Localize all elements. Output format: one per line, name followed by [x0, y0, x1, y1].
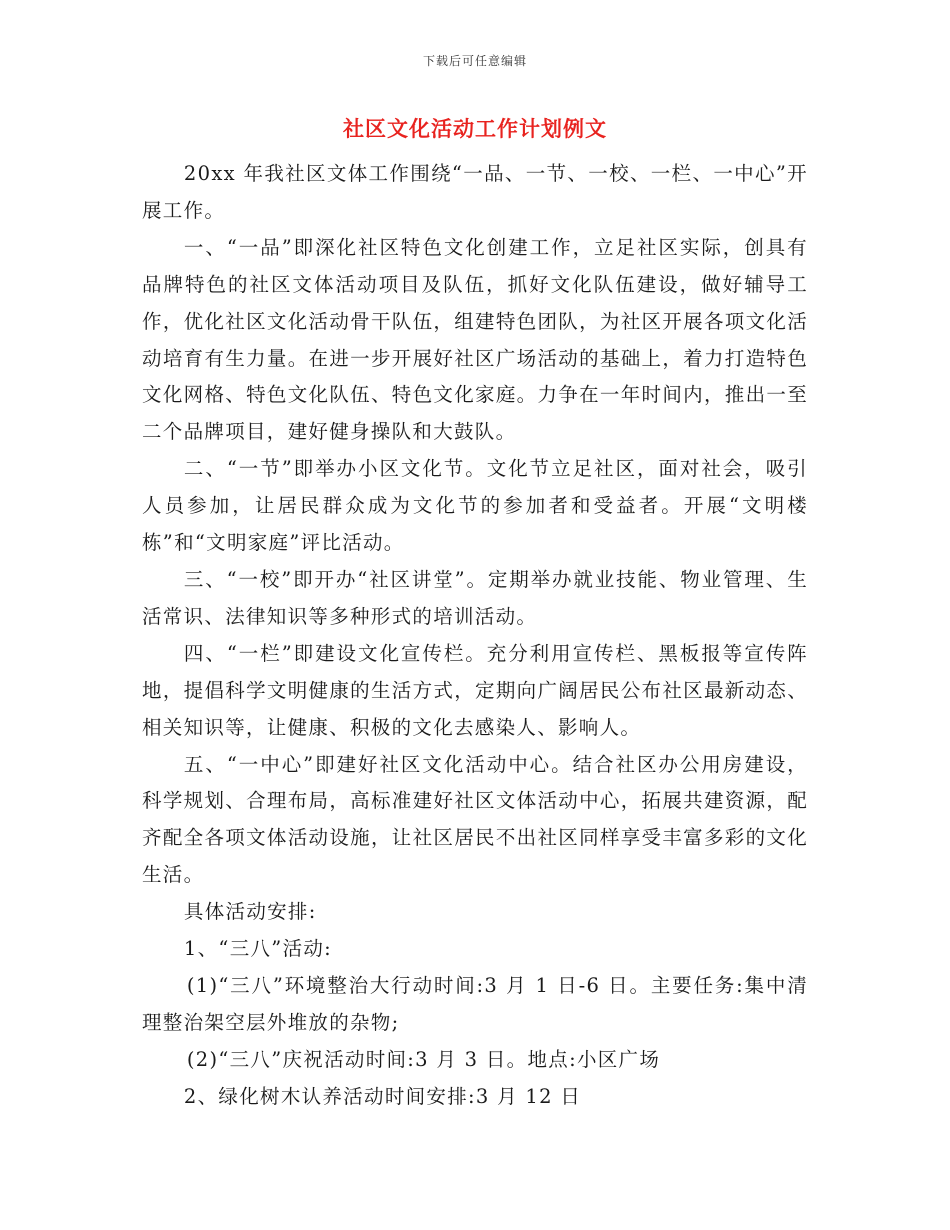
paragraph-section-4: 四、“一栏”即建设文化宣传栏。充分利用宣传栏、黑板报等宣传阵地，提倡科学文明健康的生活方式，定期向广阔居民公布社区最新动态、相关知识等，让健康、积极的文化去感染人、影响人。 [142, 641, 808, 739]
paragraph-schedule-item: (1)“三八”环境整治大行动时间:3 月 1 日-6 日。主要任务:集中清理整治架空层外堆放的杂物; [142, 973, 808, 1034]
paragraph-intro: 20xx 年我社区文体工作围绕“一品、一节、一校、一栏、一中心”开展工作。 [142, 162, 808, 222]
paragraph-section-2: 二、“一节”即举办小区文化节。文化节立足社区，面对社会，吸引人员参加，让居民群众成为文化节的参加者和受益者。开展“文明楼栋”和“文明家庭”评比活动。 [142, 457, 808, 555]
document-body [142, 156, 808, 1116]
paragraph-section-1: 一、“一品”即深化社区特色文化创建工作，立足社区实际，创具有品牌特色的社区文体活动项目及队伍，抓好文化队伍建设，做好辅导工作，优化社区文化活动骨干队伍，组建特色团队，为社区开展各项文化活动培育有生力量。在进一步开展好社区广场活动的基础上，着力打造特色文化网格、特色文化队伍、特色文化家庭。力争在一年时间内，推出一至二个品牌项目，建好健身操队和大鼓队。 [142, 235, 808, 444]
paragraph-section-3: 三、“一校”即开办“社区讲堂”。定期举办就业技能、物业管理、生活常识、法律知识等多种形式的培训活动。 [142, 567, 808, 628]
header-note: 下载后可任意编辑 [422, 54, 527, 68]
paragraph-section-5: 五、“一中心”即建好社区文化活动中心。结合社区办公用房建设，科学规划、合理布局，高标准建好社区文体活动中心，拓展共建资源，配齐配全各项文体活动设施，让社区居民不出社区同样享受丰富多彩的文化生活。 [142, 752, 808, 887]
paragraph-schedule-item: 2、绿化树木认养活动时间安排:3 月 12 日 [183, 1084, 582, 1108]
document-title: 社区文化活动工作计划例文 [343, 116, 607, 141]
paragraph-schedule-item: (2)“三八”庆祝活动时间:3 月 3 日。地点:小区广场 [186, 1047, 661, 1071]
paragraph-schedule-item: 1、“三八”活动: [183, 937, 333, 961]
paragraph-schedule-heading: 具体活动安排: [183, 900, 317, 924]
